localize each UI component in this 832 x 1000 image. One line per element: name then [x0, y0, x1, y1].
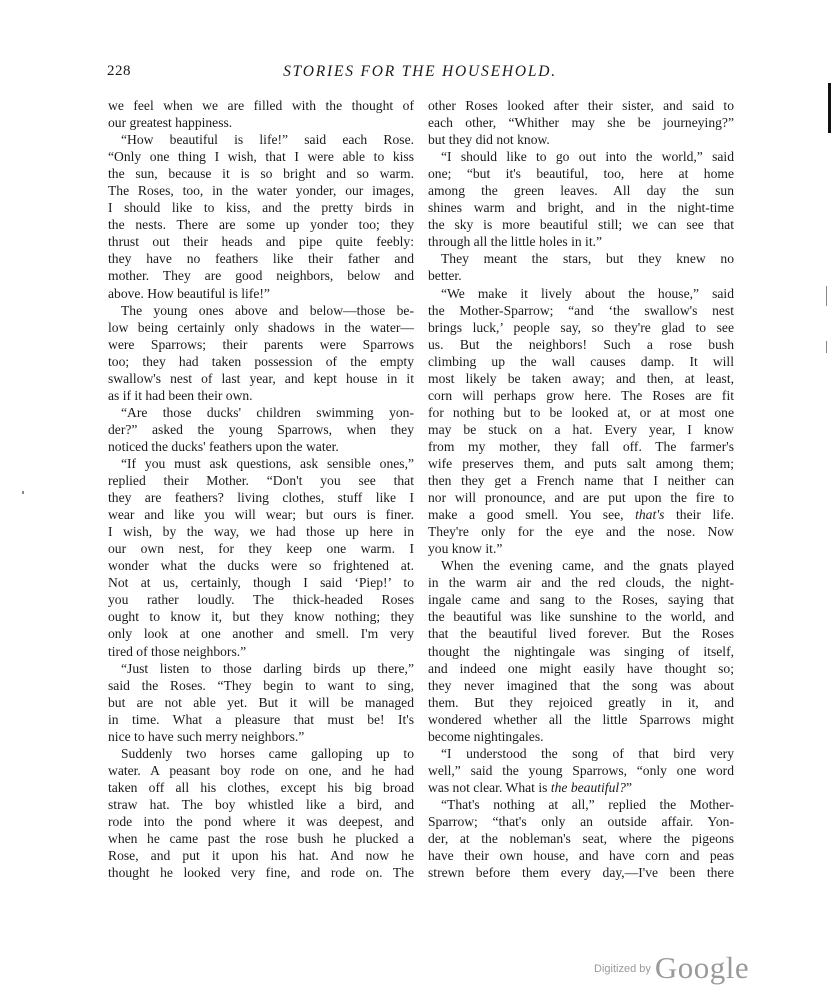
text-line: They meant the stars, but they knew no [441, 251, 734, 267]
text-line: the sky is more beautiful still; we can see that [428, 217, 734, 233]
text-line: the Mother-Sparrow; “and ‘the swallow's nest [428, 302, 734, 318]
text-line: low being certainly only shadows in the water— [108, 319, 414, 335]
text-line: “I understood the song of that bird very [441, 745, 734, 761]
text-line: rode into the pond where it was deepest, and [108, 813, 414, 829]
text-line: climbing up the wall causes damp. It will [428, 353, 734, 369]
text-line: for nothing but to be looked at, or at most one [428, 404, 734, 420]
text-line: thought he looked very fine, and rode on. The [108, 865, 414, 881]
text-line: they never imagined that the song was about [428, 677, 734, 693]
text-line: “How beautiful is life!” said each Rose. [121, 132, 414, 148]
text-line: the nests. There are some up yonder too; they [108, 217, 414, 233]
text-line: only look at one another and smell. I'm very [108, 626, 414, 642]
text-line: make a good smell. You see, that's their life. [428, 507, 734, 523]
text-line: said the Roses. “They begin to want to sing, [108, 677, 414, 693]
text-line: wife preserves them, and puts salt among them; [428, 455, 734, 471]
text-line: our own nest, for they keep one warm. I [108, 541, 414, 557]
text-line: “If you must ask questions, ask sensible ones,” [121, 455, 414, 471]
text-line: was not clear. What is the beautiful?” [428, 779, 633, 795]
text-line: strewn before them every day,—I've been there [428, 865, 734, 881]
text-line: nice to have such merry neighbors.” [108, 728, 305, 744]
text-line: most likely be taken away; and then, at least, [428, 370, 734, 386]
text-line: the beautiful was like sunshine to the world, and [428, 609, 734, 625]
text-line: thought the nightingale was singing of itself, [428, 643, 734, 659]
text-line: corn will perhaps grow here. The Roses are fit [428, 387, 734, 403]
text-line: but they did not know. [428, 132, 550, 148]
text-line: they have no feathers like their father and [108, 251, 414, 267]
text-line: Rose, and put it upon his hat. And now he [108, 848, 414, 864]
text-line: but are not able yet. But it will be managed [108, 694, 414, 710]
text-line: wondered whether all the little Sparrows might [428, 711, 734, 727]
text-line: The Roses, too, in the water yonder, our images, [108, 183, 414, 199]
text-line: Not at us, certainly, though I said ‘Piep!’ to [108, 575, 414, 591]
text-line: der?” asked the young Sparrows, when they [108, 421, 414, 437]
text-line: wear and like you will wear; but ours is finer. [108, 507, 414, 523]
left-column [108, 97, 414, 881]
text-line: us. But the neighbors! Such a rose bush [428, 336, 734, 352]
text-line: them. But they rejoiced greatly in it, and [428, 694, 734, 710]
text-line: “That's nothing at all,” replied the Mother- [441, 796, 734, 812]
text-line: I wish, by the way, we had those up here in [108, 524, 414, 540]
right-column [428, 97, 734, 881]
text-line: “Are those ducks' children swimming yon- [121, 404, 414, 420]
text-line: we feel when we are filled with the thought of [108, 98, 414, 113]
text-line: I should like to kiss, and the pretty birds in [108, 200, 414, 216]
text-line: swallow's nest of last year, and kept house in it [108, 370, 414, 386]
text-line: from my mother, they fall off. The farmer's [428, 438, 734, 454]
text-line: you know it.” [428, 541, 503, 557]
running-title: STORIES FOR THE HOUSEHOLD. [283, 63, 557, 80]
text-line: that the beautiful lived forever. But the Roses [428, 626, 734, 642]
text-line: tired of those neighbors.” [108, 643, 247, 659]
page-number: 228 [107, 63, 131, 79]
text-line: through all the little holes in it.” [428, 234, 603, 250]
text-line: Suddenly two horses came galloping up to [121, 745, 414, 761]
text-line: were Sparrows; their parents were Sparrows [108, 336, 414, 352]
text-line: one; “but it's beautiful, too, here at home [428, 166, 734, 182]
text-line: straw hat. The boy whistled like a bird, and [108, 796, 414, 812]
text-line: noticed the ducks' feathers upon the water. [108, 438, 339, 454]
text-line: water. A peasant boy rode on one, and he had [108, 762, 414, 778]
text-line: “Just listen to those darling birds up there,” [121, 660, 414, 676]
text-line: other Roses looked after their sister, and said to [428, 98, 734, 113]
text-line: then they get a French name that I neither can [428, 473, 734, 489]
text-line: “We make it lively about the house,” said [441, 285, 734, 301]
text-line: you rather loudly. The thick-headed Roses [108, 592, 414, 608]
text-line: they are feathers? living clothes, stuff like I [108, 490, 414, 506]
text-line: “Only one thing I wish, that I were able to kiss [108, 149, 414, 165]
text-line: They're only for the eye and the nose. Now [428, 524, 734, 540]
text-line: When the evening came, and the gnats played [441, 558, 734, 574]
text-line: may be stuck on a hat. Every year, I know [428, 421, 734, 437]
text-line: ought to know it, but they know nothing; they [108, 609, 414, 625]
text-line: replied their Mother. “Don't you see that [108, 473, 414, 489]
text-line: too; they had taken possession of the empty [108, 353, 414, 369]
text-line: better. [428, 268, 462, 284]
text-line: among the green leaves. All day the sun [428, 183, 734, 199]
text-line: ingale came and sang to the Roses, saying that [428, 592, 734, 608]
text-line: taken off all his clothes, except his big broad [108, 779, 414, 795]
text-line: “I should like to go out into the world,” said [441, 149, 734, 165]
google-wordmark: Google [654, 950, 750, 985]
text-line: brings luck,’ people say, so they're glad to see [428, 319, 734, 335]
scan-margin-mark [828, 83, 831, 133]
text-line: nor will pronounce, and are put upon the fire to [428, 490, 734, 506]
text-line: as if it had been their own. [108, 387, 253, 403]
text-line: when he came past the rose bush he plucked a [108, 831, 414, 847]
text-line: shines warm and bright, and in the night-time [428, 200, 734, 216]
text-line: well,” said the young Sparrows, “only one word [428, 762, 734, 778]
text-line: The young ones above and below—those be- [121, 302, 414, 318]
text-line: der, at the nobleman's seat, where the pigeons [428, 831, 734, 847]
text-line: thrust out their heads and pipe quite feebly: [108, 234, 414, 250]
text-line: each other, “Whither may she be journeying?” [428, 115, 734, 131]
text-line: in time. What a pleasure that must be! It's [108, 711, 414, 727]
text-line: have their own house, and have corn and peas [428, 848, 734, 864]
digitized-by-text: Digitized by [594, 963, 651, 975]
text-line: Sparrow; “that's only an outside affair. Yon- [428, 813, 734, 829]
text-line: become nightingales. [428, 728, 544, 744]
text-line: mother. They are good neighbors, below and [108, 268, 414, 284]
text-line: wonder what the ducks were so frightened at. [108, 558, 414, 574]
scan-speck [826, 341, 827, 353]
text-line: above. How beautiful is life!” [108, 285, 270, 301]
digitized-watermark [594, 950, 749, 986]
text-line: and indeed one might easily have thought so; [428, 660, 734, 676]
text-line: our greatest happiness. [108, 115, 233, 131]
scan-speck [22, 491, 24, 494]
text-line: in the warm air and the red clouds, the night- [428, 575, 734, 591]
scan-speck [826, 286, 827, 306]
text-line: the sun, because it is so bright and so warm. [108, 166, 414, 182]
